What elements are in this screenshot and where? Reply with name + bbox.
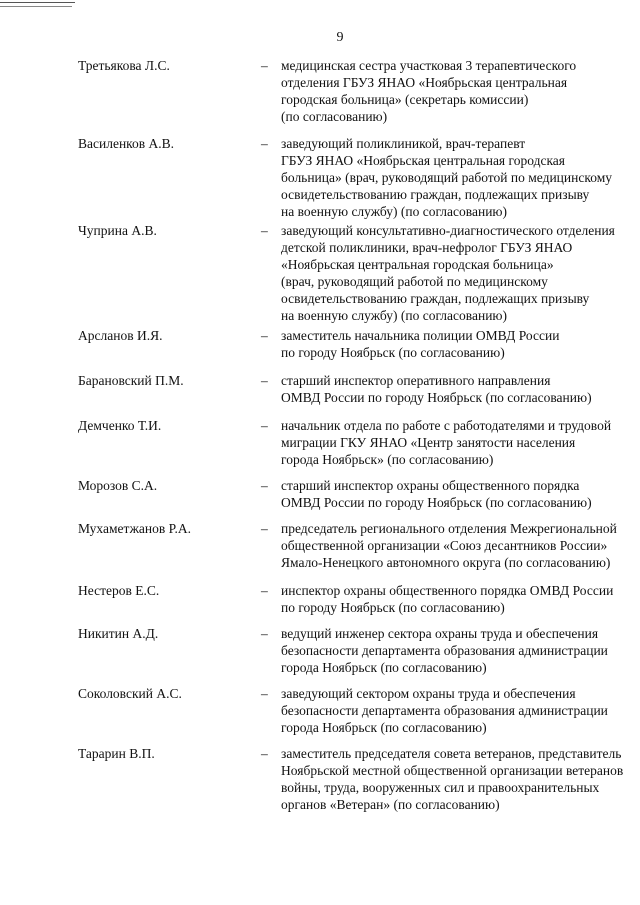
member-position-line: старший инспектор оперативного направления [281,373,551,388]
member-dash: – [261,746,268,761]
member-position-line: города Ноябрьск (по согласованию) [281,720,487,735]
member-dash: – [261,521,268,536]
member-position-line: заместитель председателя совета ветеранов, представитель [281,746,622,761]
member-name: Василенков А.В. [78,136,175,151]
member-position [281,685,626,736]
member-position-line: (по согласованию) [281,109,388,124]
member-dash: – [261,136,268,151]
member-position-line: отделения ГБУЗ ЯНАО «Ноябрьская центральная [281,75,568,90]
member-name: Тарарин В.П. [78,746,155,761]
member-position-line: города Ноябрьск (по согласованию) [281,660,487,675]
member-position-line: миграции ГКУ ЯНАО «Центр занятости населения [281,435,576,450]
member-position [281,135,626,220]
member-name: Демченко Т.И. [78,418,162,433]
member-position [281,625,626,676]
member-name: Нестеров Е.С. [78,583,160,598]
corner-mark-line [0,2,75,3]
member-position-line: органов «Ветеран» (по согласованию) [281,797,500,812]
member-position-line: войны, труда, вооруженных сил и правоохранительных [281,780,600,795]
member-position-line: детской поликлиники, врач-нефролог ГБУЗ ЯНАО [281,240,573,255]
member-position-line: города Ноябрьск» (по согласованию) [281,452,494,467]
member-dash: – [261,626,268,641]
member-position-line: городская больница» (секретарь комиссии) [281,92,529,107]
member-dash: – [261,418,268,433]
member-position-line: общественной организации «Союз десантников России» [281,538,608,553]
member-name: Никитин А.Д. [78,626,159,641]
member-position-line: «Ноябрьская центральная городская больница» [281,257,554,272]
member-position-line: заместитель начальника полиции ОМВД России [281,328,560,343]
member-position-line: освидетельствованию граждан, подлежащих призыву [281,291,590,306]
page-number: 9 [336,30,344,45]
member-name: Барановский П.М. [78,373,184,388]
member-name: Соколовский А.С. [78,686,182,701]
member-dash: – [261,478,268,493]
member-position [281,477,626,511]
member-position-line: (врач, руководящий работой по медицинскому [281,274,548,289]
member-dash: – [261,373,268,388]
member-position-line: ОМВД России по городу Ноябрьск (по согласованию) [281,495,592,510]
member-position [281,372,626,406]
member-position-line: на военную службу) (по согласованию) [281,308,507,323]
member-position-line: старший инспектор охраны общественного порядка [281,478,580,493]
member-position-line: безопасности департамента образования администрации [281,643,608,658]
member-name: Морозов С.А. [78,478,158,493]
member-name: Арсланов И.Я. [78,328,163,343]
member-position-line: Ноябрьской местной общественной организации ветеранов [281,763,624,778]
member-dash: – [261,223,268,238]
member-position-line: инспектор охраны общественного порядка ОМВД России [281,583,614,598]
member-position [281,222,626,324]
member-dash: – [261,58,268,73]
member-name: Третьякова Л.С. [78,58,170,73]
member-position-line: освидетельствованию граждан, подлежащих призыву [281,187,590,202]
member-position-line: ОМВД России по городу Ноябрьск (по согласованию) [281,390,592,405]
member-name: Мухаметжанов Р.А. [78,521,191,536]
member-position [281,745,626,813]
member-position [281,417,626,468]
corner-mark-line [0,6,72,7]
member-position-line: безопасности департамента образования администрации [281,703,608,718]
member-position-line: ГБУЗ ЯНАО «Ноябрьская центральная городская [281,153,565,168]
member-dash: – [261,328,268,343]
member-position-line: по городу Ноябрьск (по согласованию) [281,345,505,360]
member-position [281,582,626,616]
member-position-line: заведующий сектором охраны труда и обеспечения [281,686,576,701]
member-position-line: Ямало-Ненецкого автономного округа (по согласованию) [281,555,611,570]
member-dash: – [261,583,268,598]
member-dash: – [261,686,268,701]
member-position-line: ведущий инженер сектора охраны труда и обеспечения [281,626,599,641]
member-position-line: заведующий консультативно-диагностического отделения [281,223,615,238]
member-position-line: заведующий поликлиникой, врач-терапевт [281,136,526,151]
member-position-line: на военную службу) (по согласованию) [281,204,507,219]
member-position-line: председатель регионального отделения Межрегиональной [281,521,617,536]
member-position-line: больница» (врач, руководящий работой по медицинскому [281,170,613,185]
member-position-line: медицинская сестра участковая 3 терапевтического [281,58,577,73]
member-position [281,57,626,125]
member-name: Чуприна А.В. [78,223,157,238]
member-position [281,520,626,571]
member-position-line: начальник отдела по работе с работодателями и трудовой [281,418,612,433]
member-position-line: по городу Ноябрьск (по согласованию) [281,600,505,615]
member-position [281,327,626,361]
